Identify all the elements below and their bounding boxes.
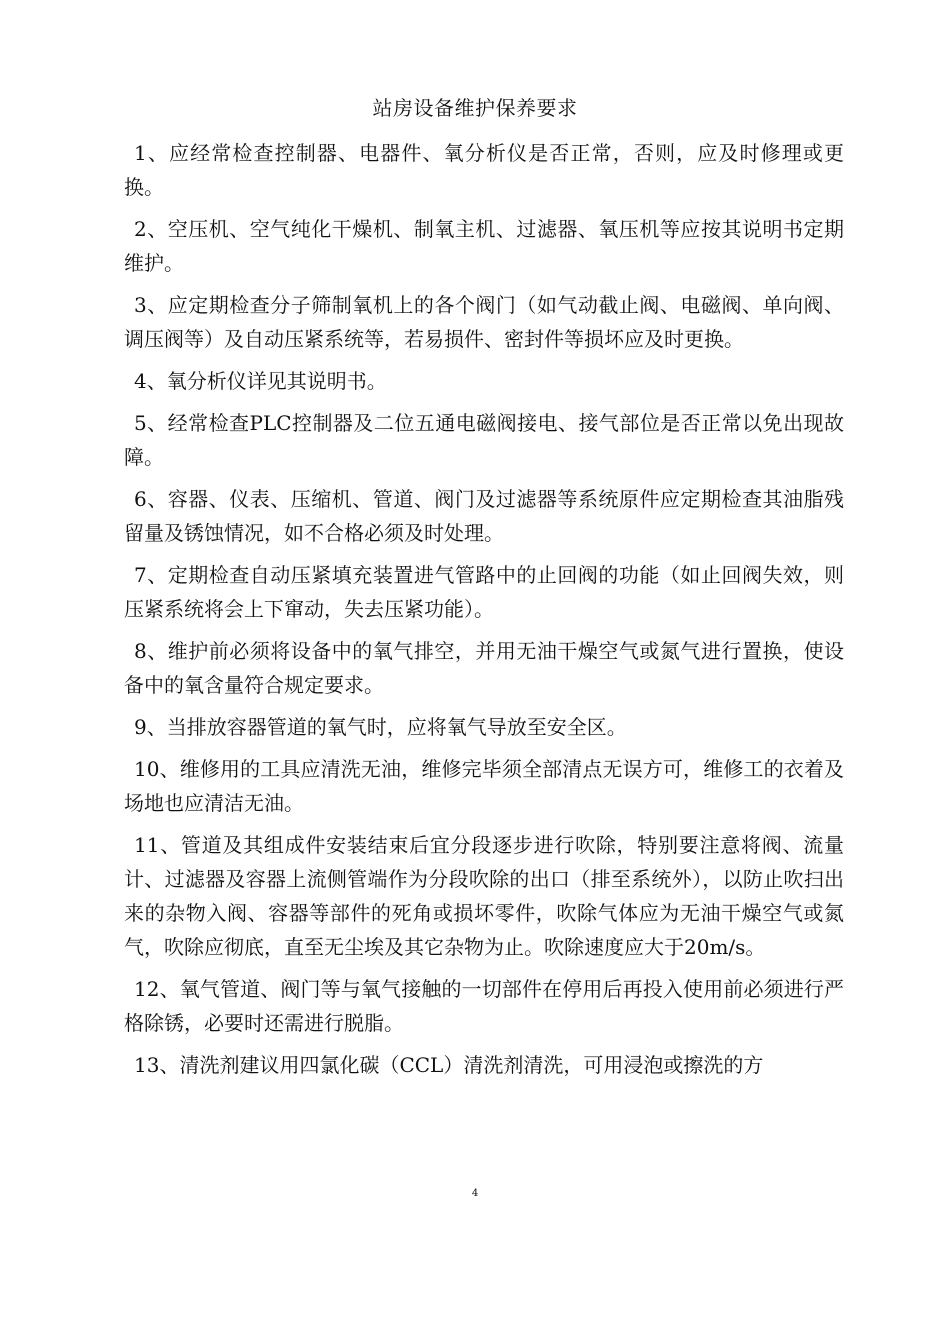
document-title: 站房设备维护保养要求 — [372, 96, 578, 120]
paragraph-8: 8、维护前必须将设备中的氧气排空，并用无油干燥空气或氮气进行置换，使设备中的氧含量符合规定要求。 — [124, 639, 844, 697]
paragraph-1: 1、应经常检查控制器、电器件、氧分析仪是否正常，否则，应及时修理或更换。 — [124, 141, 844, 199]
document-body — [124, 136, 844, 1090]
paragraph-9: 9、当排放容器管道的氧气时，应将氧气导放至安全区。 — [134, 715, 627, 739]
paragraph-10: 10、维修用的工具应清洗无油，维修完毕须全部清点无误方可，维修工的衣着及场地也应清洁无油。 — [124, 757, 844, 815]
paragraph-3: 3、应定期检查分子筛制氧机上的各个阀门（如气动截止阀、电磁阀、单向阀、调压阀等）及自动压紧系统等，若易损件、密封件等损坏应及时更换。 — [124, 293, 844, 351]
paragraph-12: 12、氧气管道、阀门等与氧气接触的一切部件在停用后再投入使用前必须进行严格除锈，必要时还需进行脱脂。 — [124, 977, 844, 1035]
paragraph-4: 4、氧分析仪详见其说明书。 — [134, 369, 387, 393]
paragraph-11: 11、管道及其组成件安装结束后宜分段逐步进行吹除，特别要注意将阀、流量计、过滤器及容器上流侧管端作为分段吹除的出口（排至系统外），以防止吹扫出来的杂物入阀、容器等部件的死角或损坏零件，吹除气体应为无油干燥空气或氮气，吹除应彻底，直至无尘埃及其它杂物为止。吹除速度应大于20m/s。 — [124, 833, 844, 959]
paragraph-5: 5、经常检查PLC控制器及二位五通电磁阀接电、接气部位是否正常以免出现故障。 — [124, 411, 844, 469]
paragraph-2: 2、空压机、空气纯化干燥机、制氧主机、过滤器、氧压机等应按其说明书定期维护。 — [124, 217, 844, 275]
page-number: 4 — [471, 1188, 479, 1199]
paragraph-6: 6、容器、仪表、压缩机、管道、阀门及过滤器等系统原件应定期检查其油脂残留量及锈蚀情况，如不合格必须及时处理。 — [124, 487, 844, 545]
paragraph-13: 13、清洗剂建议用四氯化碳（CCL）清洗剂清洗，可用浸泡或擦洗的方 — [134, 1053, 764, 1077]
paragraph-7: 7、定期检查自动压紧填充装置进气管路中的止回阀的功能（如止回阀失效，则压紧系统将会上下窜动，失去压紧功能）。 — [124, 563, 844, 621]
